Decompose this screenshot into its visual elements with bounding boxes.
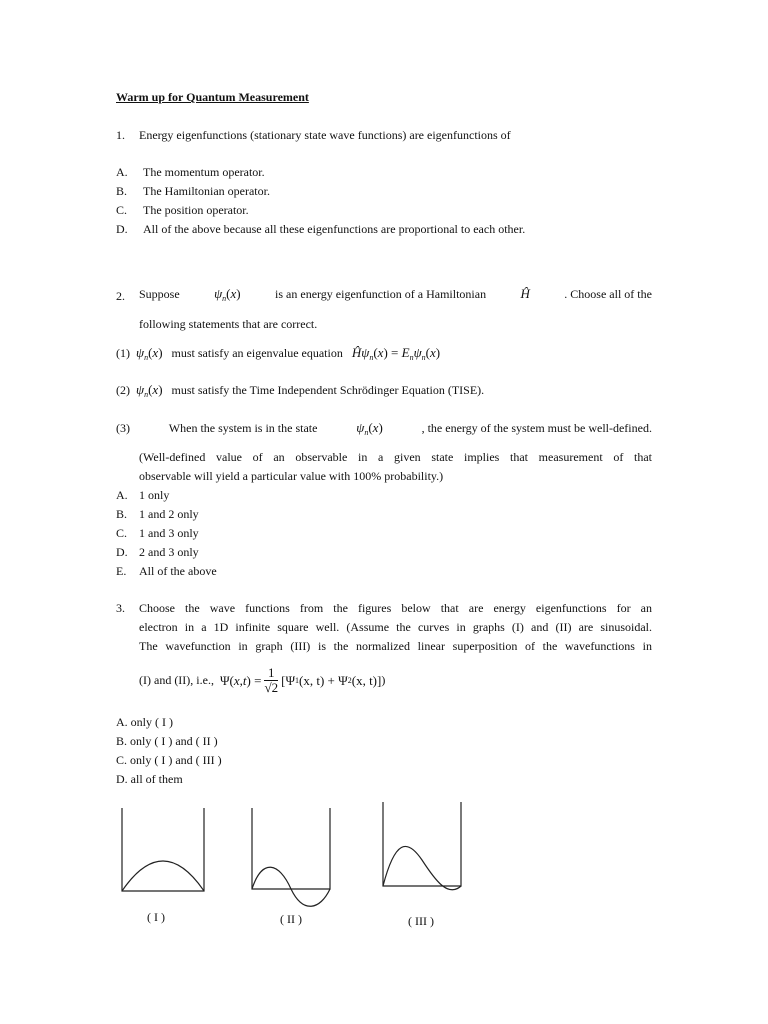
option-text: 1 and 2 only (139, 507, 199, 521)
option-letter: A. (116, 165, 128, 179)
option-text: C. only ( I ) and ( III ) (116, 753, 222, 767)
question-text (139, 286, 652, 303)
option-text: The momentum operator. (143, 165, 265, 179)
question-number: 2. (116, 289, 125, 303)
math-psi-n: $\psi_n(x)$ (136, 345, 163, 362)
option-letter: D. (116, 222, 128, 236)
option-letter: C. (116, 203, 128, 217)
graph-i (118, 806, 218, 896)
graph-caption-iii: ( III ) (408, 914, 434, 928)
graph-iii (380, 800, 480, 900)
option-text: D. all of them (116, 772, 183, 786)
question-text: Energy eigenfunctions (stationary state wave functions) are eigenfunctions of (139, 128, 511, 142)
math-eigenvalue-equation: $Ĥ\psi_n(x) = E_n\psi_n(x)$ (351, 345, 441, 362)
option-letter: D. (116, 545, 128, 559)
option-letter: E. (116, 564, 127, 578)
option-text: All of the above (139, 564, 217, 578)
note-text: observable will yield a particular value with 100% probability.) (139, 469, 444, 483)
option-letter: A. (116, 488, 128, 502)
text-fragment: Suppose (139, 287, 180, 301)
option-text: 2 and 3 only (139, 545, 199, 559)
graph-caption-ii: ( II ) (280, 912, 302, 926)
text-fragment: . Choose all of the (564, 287, 652, 301)
graph-caption-i: ( I ) (147, 910, 165, 924)
option-text: 1 only (139, 488, 170, 502)
question-number: 3. (116, 601, 125, 615)
page-title: Warm up for Quantum Measurement (116, 90, 309, 104)
option-text: All of the above because all these eigenfunctions are proportional to each other. (143, 222, 526, 236)
statement-2: (2) $\psi_n(x)$ must satisfy the Time Independent Schrödinger Equation (TISE). (116, 382, 485, 399)
text-fragment: (I) and (II), i.e., (139, 673, 214, 687)
option-letter: B. (116, 184, 128, 198)
question-text: electron in a 1D infinite square well. (Assume the curves in graphs (I) and (II) are sinusoidal. (139, 620, 652, 634)
math-fraction: $\frac{1}{√2}$ (264, 665, 279, 695)
question-text: following statements that are correct. (139, 317, 318, 331)
question-number: 1. (116, 128, 125, 142)
statement-1: (1) $\psi_n(x)$ must satisfy an eigenvalue equation $Ĥ\psi_n(x) = E_n\psi_n(x)$ (116, 345, 441, 362)
graph-ii (248, 806, 348, 906)
option-letter: B. (116, 507, 128, 521)
note-text: (Well-defined value of an observable in a given state implies that measurement of that (139, 450, 652, 464)
option-text: B. only ( I ) and ( II ) (116, 734, 218, 748)
option-text: 1 and 3 only (139, 526, 199, 540)
text-fragment: is an energy eigenfunction of a Hamiltonian (275, 287, 487, 301)
math-psi-n: $\psi_n(x)$ (356, 420, 383, 437)
option-text: A. only ( I ) (116, 715, 173, 729)
option-text: The Hamiltonian operator. (143, 184, 270, 198)
question-text: Choose the wave functions from the figures below that are energy eigenfunctions for an (139, 601, 652, 615)
question-text: The wavefunction in graph (III) is the normalized linear superposition of the wavefunctions in (139, 639, 652, 653)
option-letter: C. (116, 526, 128, 540)
statement-3: (3) When the system is in the state $\psi_n(x)$ , the energy of the system must be well-defined. (116, 420, 652, 437)
math-psi-n: $\psi_n(x)$ (136, 382, 163, 399)
math-psi-n: $\psi_n(x)$ (214, 286, 241, 303)
math-superposition: Ψ( x , t ) = $\frac{1}{√2}$ [Ψ 1 (x, t) + Ψ 2 (x, t)] (219, 665, 382, 695)
option-text: The position operator. (143, 203, 249, 217)
question-text-formula-line: (I) and (II), i.e., Ψ( x , t ) = $\frac{1}{√2}$ [Ψ 1 (x, t) + Ψ 2 (x, t)] ) (139, 665, 386, 695)
math-hamiltonian: Ĥ (520, 286, 530, 301)
